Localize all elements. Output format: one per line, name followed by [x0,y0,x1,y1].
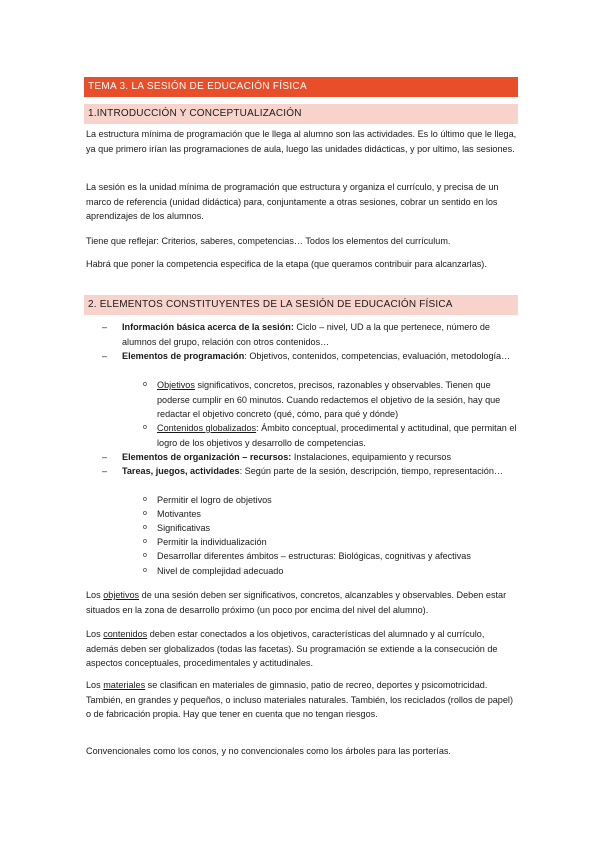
list-item-informacion [102,320,518,349]
text-run: de una sesión deben ser significativos, concretos, alcanzables y observables. Deben estar situados en la zona de desarrollo próximo (un poco por encima del nivel del alumno). [86,590,507,615]
bullet-marker: o [143,524,147,531]
sub-item-text: significativos, concretos, precisos, razonables y observables. Tienen que poderse cumplir en 60 minutos. Cuando redactemos el objetivo de la sesión, hay que redactar el objetivo concreto (qué, cómo, para qué y dónde) [157,380,501,420]
sub-item-underlined: Objetivos [157,380,195,390]
sub-item-text: Significativas [157,523,211,533]
list-item-text: : Objetivos, contenidos, competencias, evaluación, metodología… [244,351,511,361]
sub-item-tarea [143,521,518,536]
sub-item-tarea [143,549,518,564]
list-item-bold: Información básica acerca de la sesión: [122,322,294,332]
paragraph-materiales [86,678,518,722]
list-item-text: Ciclo – nivel, UD a la que pertenece, número de alumnos del grupo, relación con otros contenidos… [122,322,490,347]
section-1-heading: 1.INTRODUCCIÓN Y CONCEPTUALIZACIÓN [84,104,518,124]
list-item-tareas [102,464,518,479]
bullet-marker: o [143,496,147,503]
sub-item-text: Nivel de complejidad adecuado [157,566,284,576]
bullet-marker: o [143,538,147,545]
sub-item-text: Desarrollar diferentes ámbitos – estructuras: Biológicas, cognitivas y afectivas [157,551,471,561]
sub-item-objetivos [143,378,518,422]
paragraph-contenidos [86,627,518,671]
underlined-term: objetivos [103,590,140,600]
intro-paragraph-1: La estructura mínima de programación que le llega al alumno son las actividades. Es lo último que le llega, ya que primero irían las programaciones de aula, luego las unidades didácticas, y por ultimo, las sesiones. [86,129,517,154]
list-item-text: : Según parte de la sesión, descripción, tiempo, representación… [239,466,503,476]
dash-marker: – [102,466,108,476]
list-item-bold: Elementos de organización – recursos: [122,452,292,462]
list-item-organizacion [102,450,518,465]
list-item-programacion [102,349,518,364]
dash-marker: – [102,351,108,361]
sub-item-contenidos [143,421,518,450]
paragraph-convencionales: Convencionales como los conos, y no convencionales como los árboles para las porterías. [86,746,451,756]
bullet-marker: o [143,381,147,388]
text-run: se clasifican en materiales de gimnasio, patio de recreo, deportes y psicomotricidad. También, en grandes y pequeños, o incluso materiales naturales. También, los reciclados (rollos de papel) o de fabricación propia. Hay que tener en cuenta que no tengan riesgos. [86,680,513,720]
list-item-bold: Tareas, juegos, actividades [122,466,240,476]
dash-marker: – [102,322,108,332]
section-2-heading: 2. ELEMENTOS CONSTITUYENTES DE LA SESIÓN DE EDUCACIÓN FÍSICA [84,295,518,315]
bullet-marker: o [143,424,147,431]
sub-item-text: : Ámbito conceptual, procedimental y actitudinal, que permitan el logro de los objetivos y desarrollo de competencias. [157,423,517,448]
list-item-bold: Elementos de programación [122,351,245,361]
sub-item-underlined: Contenidos globalizados [157,423,257,433]
sub-item-text: Permitir la individualización [157,537,267,547]
text-run: deben estar conectados a los objetivos, características del alumnado y al currículo, además deben ser globalizados (todas las facetas). Su programación se extiende a la consecución de aspectos conceptuales, procedimentales y actitudinales. [86,629,498,669]
sub-item-tarea [143,507,518,522]
text-run: Los [86,680,104,690]
bullet-marker: o [143,567,147,574]
text-run: Los [86,590,104,600]
bullet-marker: o [143,510,147,517]
paragraph-objetivos [86,588,518,617]
intro-paragraph-4: Habrá que poner la competencia especifica de la etapa (que queramos contribuir para alcanzarlas). [86,259,487,269]
dash-marker: – [102,452,108,462]
underlined-term: materiales [103,680,146,690]
document-title: TEMA 3. LA SESIÓN DE EDUCACIÓN FÍSICA [84,77,518,97]
bullet-marker: o [143,552,147,559]
sub-item-tarea [143,535,518,550]
underlined-term: contenidos [103,629,148,639]
sub-item-text: Permitir el logro de objetivos [157,495,272,505]
sub-item-tarea [143,564,518,579]
list-item-text: Instalaciones, equipamiento y recursos [291,452,452,462]
sub-item-tarea [143,493,518,508]
intro-paragraph-2: La sesión es la unidad mínima de programación que estructura y organiza el currículo, y precisa de un marco de referencia (unidad didáctica) para, conjuntamente a otras sesiones, cobrar un sentido en los aprendizajes de los alumnos. [86,182,499,222]
intro-paragraph-3: Tiene que reflejar: Criterios, saberes, competencias… Todos los elementos del currículum. [86,236,451,246]
text-run: Los [86,629,104,639]
sub-item-text: Motivantes [157,509,201,519]
